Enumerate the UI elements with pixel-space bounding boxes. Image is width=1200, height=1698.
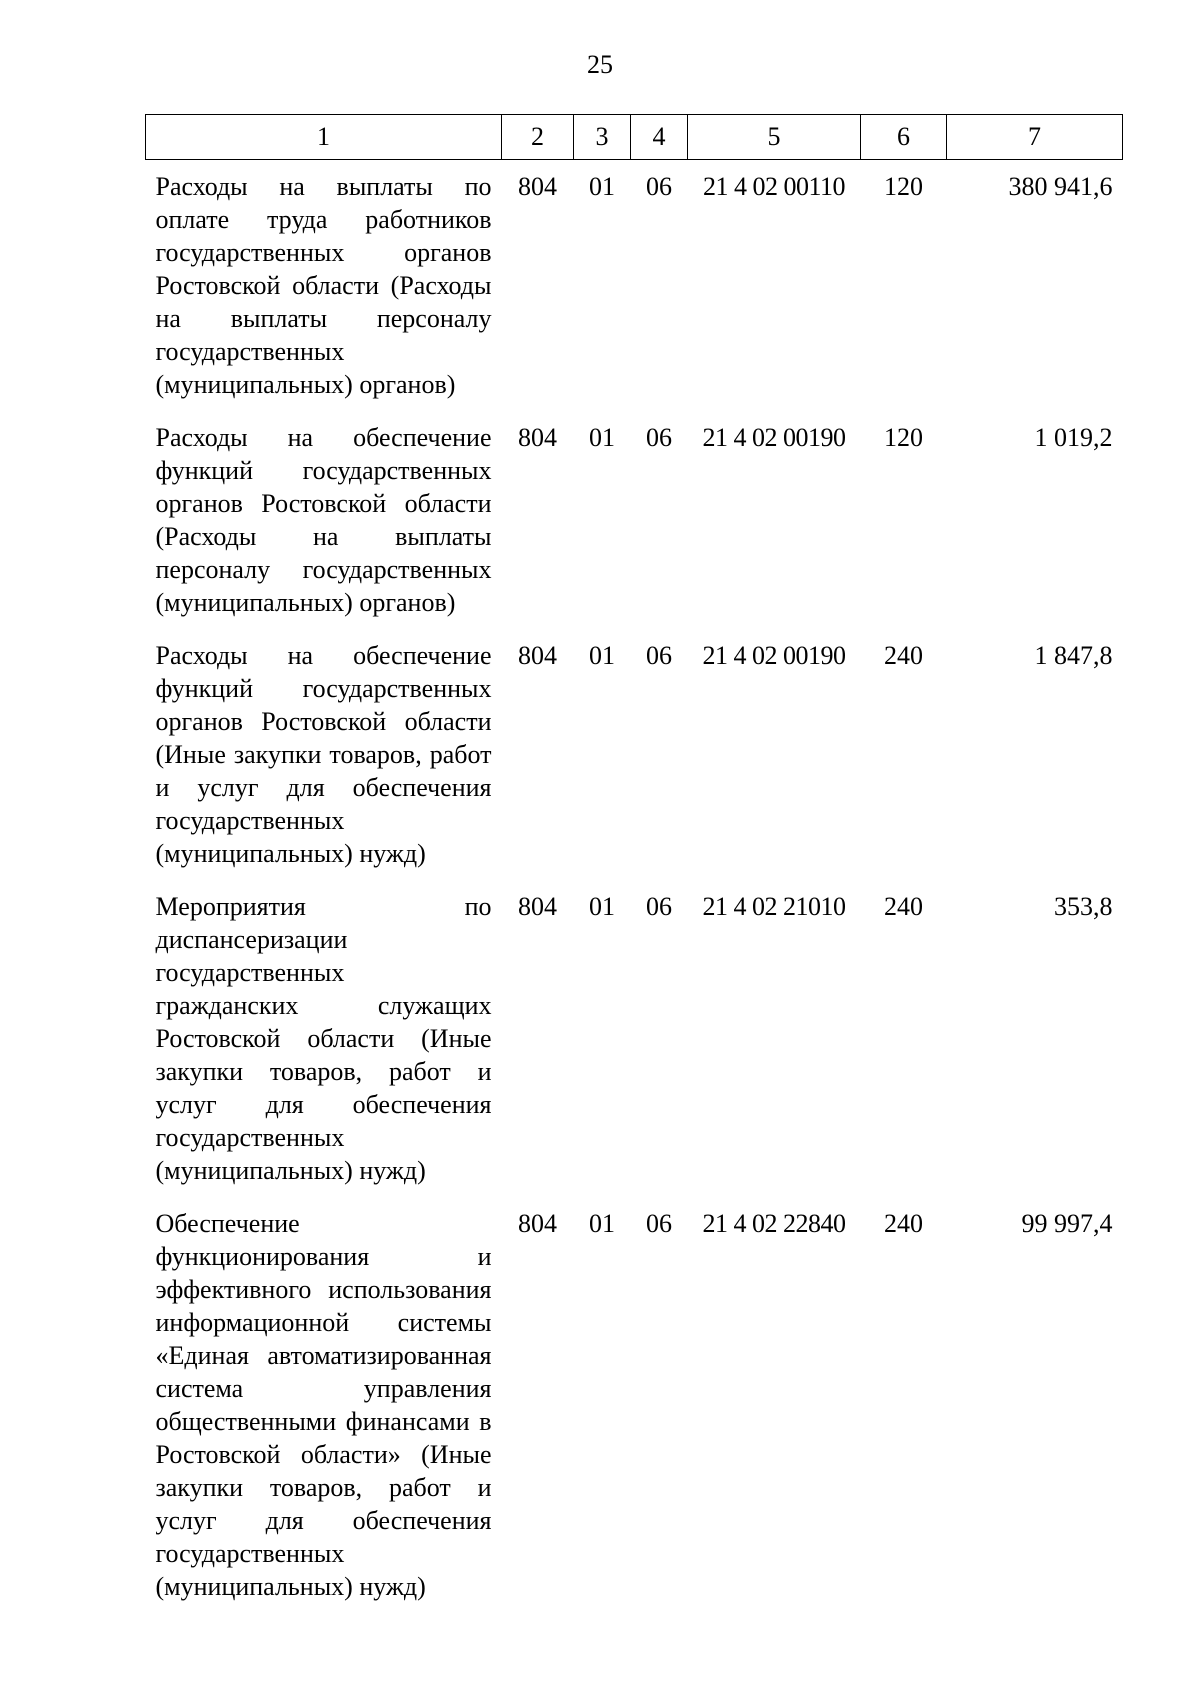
page-number: 25: [587, 50, 613, 79]
column-header-3: 3: [574, 115, 631, 160]
target-article-code: 21 4 02 00110: [702, 172, 846, 201]
table-row: [146, 629, 1123, 880]
section-code: 01: [589, 641, 615, 670]
target-article-code: 21 4 02 00190: [702, 423, 846, 452]
expense-type-code: 240: [884, 641, 923, 670]
ministry-code: 804: [518, 172, 557, 201]
row-description: Расходы на выплаты по оплате труда работников государственных органов Ростовской области (Расходы на выплаты персоналу государственных (муниципальных) органов): [155, 172, 492, 399]
table-row: [146, 160, 1123, 412]
amount: 1 847,8: [1034, 641, 1113, 670]
subsection-code: 06: [646, 172, 672, 201]
target-article-code: 21 4 02 00190: [702, 641, 846, 670]
row-description: Обеспечение функционирования и эффективного использования информационной системы «Единая автоматизированная система управления общественными финансами в Ростовской области» (Иные закупки товаров, работ и услуг для обеспечения государственных (муниципальных) нужд): [155, 1209, 492, 1601]
section-code: 01: [589, 1209, 615, 1238]
subsection-code: 06: [646, 1209, 672, 1238]
amount: 1 019,2: [1034, 423, 1113, 452]
section-code: 01: [589, 423, 615, 452]
target-article-code: 21 4 02 22840: [702, 1209, 846, 1238]
column-header-7: 7: [947, 115, 1123, 160]
column-header-2: 2: [502, 115, 574, 160]
row-description: Расходы на обеспечение функций государственных органов Ростовской области (Расходы на выплаты персоналу государственных (муниципальных) органов): [155, 423, 492, 617]
column-header-6: 6: [861, 115, 947, 160]
subsection-code: 06: [646, 892, 672, 921]
expense-type-code: 120: [884, 423, 923, 452]
amount: 380 941,6: [1008, 172, 1113, 201]
table-row: [146, 411, 1123, 629]
expense-type-code: 120: [884, 172, 923, 201]
ministry-code: 804: [518, 892, 557, 921]
subsection-code: 06: [646, 423, 672, 452]
target-article-code: 21 4 02 21010: [702, 892, 846, 921]
ministry-code: 804: [518, 1209, 557, 1238]
column-header-5: 5: [688, 115, 861, 160]
section-code: 01: [589, 172, 615, 201]
row-description: Мероприятия по диспансеризации государственных гражданских служащих Ростовской области (Иные закупки товаров, работ и услуг для обеспечения государственных (муниципальных) нужд): [155, 892, 492, 1185]
expense-type-code: 240: [884, 1209, 923, 1238]
ministry-code: 804: [518, 641, 557, 670]
expense-type-code: 240: [884, 892, 923, 921]
amount: 353,8: [1054, 892, 1113, 921]
section-code: 01: [589, 892, 615, 921]
ministry-code: 804: [518, 423, 557, 452]
row-description: Расходы на обеспечение функций государственных органов Ростовской области (Иные закупки товаров, работ и услуг для обеспечения государственных (муниципальных) нужд): [155, 641, 492, 868]
amount: 99 997,4: [1021, 1209, 1113, 1238]
table-row: [146, 1197, 1123, 1613]
subsection-code: 06: [646, 641, 672, 670]
table-row: [146, 880, 1123, 1197]
column-header-1: 1: [146, 115, 502, 160]
budget-table: [145, 114, 1123, 1613]
header-row: [146, 115, 1123, 160]
column-header-4: 4: [631, 115, 688, 160]
